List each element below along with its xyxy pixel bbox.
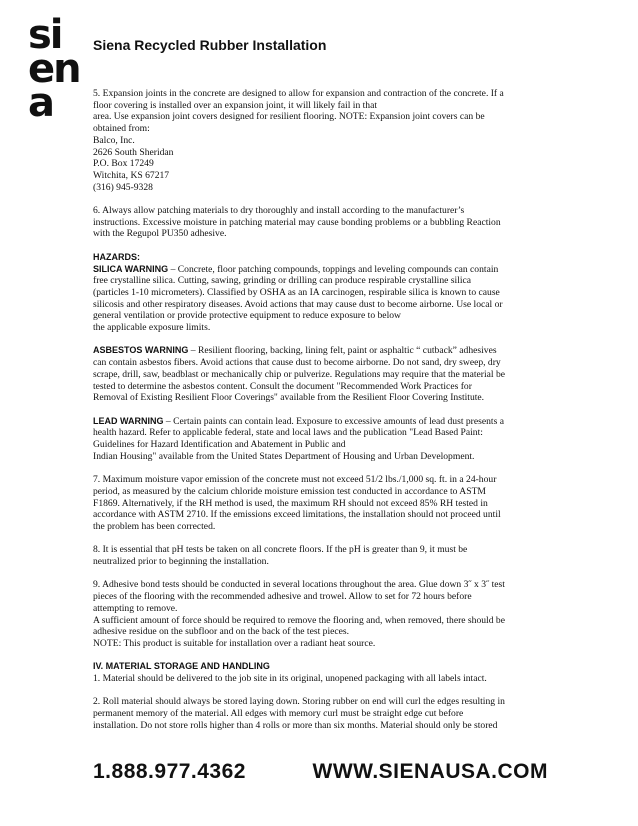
text-line: obtained from:	[93, 123, 150, 135]
footer	[93, 760, 548, 790]
text-line: Removal of Existing Resilient Floor Coverings" available from the Resilient Floor Covering Institute.	[93, 392, 485, 404]
text-line: 8. It is essential that pH tests be taken on all concrete floors. If the pH is greater than 9, it must be	[93, 544, 468, 556]
lead-warning-label: LEAD WARNING	[93, 415, 164, 426]
logo-text-si: si	[28, 12, 62, 58]
asbestos-section	[93, 345, 548, 404]
footer-phone: 1.888.977.4362	[93, 760, 246, 783]
text-line: Indian Housing" available from the United States Department of Housing and Urban Development.	[93, 450, 475, 462]
text-line: installation. Do not store rolls higher than 4 rolls or more than six months. Material should only be stored	[93, 719, 498, 731]
text-line	[93, 416, 548, 428]
text-line: (particles 1-10 micrometers). Classified by OSHA as an IA carcinogen, respirable silica is known to cause	[93, 286, 500, 298]
text-line: 2626 South Sheridan	[93, 146, 174, 158]
text-line: A sufficient amount of force should be required to remove the flooring and, when removed, there should be	[93, 614, 505, 626]
text-line: attempting to remove.	[93, 602, 178, 614]
text-line: the problem has been corrected.	[93, 520, 216, 532]
text-line: 5. Expansion joints in the concrete are designed to allow for expansion and contraction of the concrete. If a	[93, 88, 504, 99]
footer-website: WWW.SIENAUSA.COM	[312, 760, 548, 783]
text-line: neutralized prior to beginning the installation.	[93, 556, 269, 568]
logo-text-en: en	[28, 46, 80, 92]
section-8	[93, 544, 548, 567]
page-title: Siena Recycled Rubber Installation	[93, 37, 327, 53]
text-line: accordance with ASTM 2710. If the emissions exceed limitations, the installation should not proceed until	[93, 509, 501, 521]
text-line: period, as measured by the calcium chloride moisture emission test conducted in accordance to ASTM	[93, 485, 486, 497]
text-line	[93, 264, 548, 276]
text-fragment: – Concrete, floor patching compounds, toppings and leveling compounds can contain	[168, 263, 499, 275]
storage-section	[93, 661, 548, 684]
silica-warning-label: SILICA WARNING	[93, 263, 169, 274]
text-line	[93, 345, 548, 357]
text-line: can contain asbestos fibers. Avoid actions that cause dust to become airborne. Do not sand, dry sweep, dry	[93, 357, 501, 369]
text-line: tested to determine the asbestos content. Consult the document "Recommended Work Practices for	[93, 380, 472, 392]
text-line: silicosis and other respiratory diseases. Avoid actions that may cause dust to become airborne. Use local or	[93, 298, 503, 310]
text-line: floor covering is installed over an expansion joint, it will likely fail in that	[93, 99, 378, 111]
text-line: area. Use expansion joint covers designed for resilient flooring. NOTE: Expansion joint covers can be	[93, 111, 485, 123]
hazards-heading: HAZARDS:	[93, 251, 140, 262]
text-line: Witchita, KS 67217	[93, 169, 170, 181]
text-line: (316) 945-9328	[93, 181, 153, 193]
text-line: 1. Material should be delivered to the job site in its original, unopened packaging with all labels intact.	[93, 673, 487, 685]
text-line: the applicable exposure limits.	[93, 322, 211, 334]
text-line: Balco, Inc.	[93, 134, 135, 146]
text-fragment: – Resilient flooring, backing, lining felt, paint or asphaltic “ cutback” adhesives	[188, 345, 497, 357]
text-line: scrape, drill, saw, beadblast or mechanically chip or pulverize. Regulations may require that the material be	[93, 368, 506, 380]
text-fragment: – Certain paints can contain lead. Exposure to excessive amounts of lead dust presents a	[163, 415, 504, 427]
text-line: pieces of the flooring with the recommended adhesive and trowel. Allow to set for 72 hours before	[93, 591, 472, 603]
text-line: with the Regupol PU350 adhesive.	[93, 228, 227, 240]
hazards-section	[93, 252, 548, 334]
text-line: free crystalline silica. Cutting, sawing, grinding or drilling can produce respirable crystalline silica	[93, 275, 472, 287]
text-line: 2. Roll material should always be stored laying down. Storing rubber on end will curl the edges resulting in	[93, 696, 505, 708]
text-line: 6. Always allow patching materials to dry thoroughly and install according to the manufacturer’s	[93, 205, 465, 217]
section-9	[93, 579, 548, 649]
text-line: Guidelines for Hazard Identification and Abatement in Public and	[93, 439, 346, 451]
text-line: adhesive residue on the subfloor and on the back of the test pieces.	[93, 626, 350, 638]
text-line: NOTE: This product is suitable for installation over a radiant heat source.	[93, 637, 376, 649]
text-line: health hazard. Refer to applicable federal, state and local laws and the publication "Lead Based Paint:	[93, 427, 483, 439]
text-line: 7. Maximum moisture vapor emission of the concrete must not exceed 51/2 lbs./1,000 sq. ft. in a 24-hour	[93, 474, 497, 486]
section-7	[93, 474, 548, 533]
storage-heading: IV. MATERIAL STORAGE AND HANDLING	[93, 661, 270, 672]
section-6	[93, 205, 548, 240]
text-line: F1869. Alternatively, if the RH method is used, the maximum RH should not exceed 85% RH tested in	[93, 497, 488, 509]
text-line: general ventilation or provide protective equipment to reduce exposure to below	[93, 310, 401, 322]
siena-logo	[28, 12, 84, 126]
lead-section	[93, 416, 548, 463]
storage-item-2	[93, 696, 548, 731]
text-line: permanent memory of the material. All edges with memory curl must be straight edge cut before	[93, 708, 464, 720]
document-body	[93, 88, 548, 743]
text-line: 9. Adhesive bond tests should be conducted in several locations throughout the area. Glue down 3˝ x 3˝ test	[93, 579, 505, 591]
asbestos-warning-label: ASBESTOS WARNING	[93, 345, 189, 356]
text-line: P.O. Box 17249	[93, 158, 154, 170]
logo-text-a: a	[28, 80, 53, 126]
text-line: instructions. Excessive moisture in patching material may cause bonding problems or a bubbling Reaction	[93, 216, 501, 228]
section-5	[93, 88, 548, 193]
